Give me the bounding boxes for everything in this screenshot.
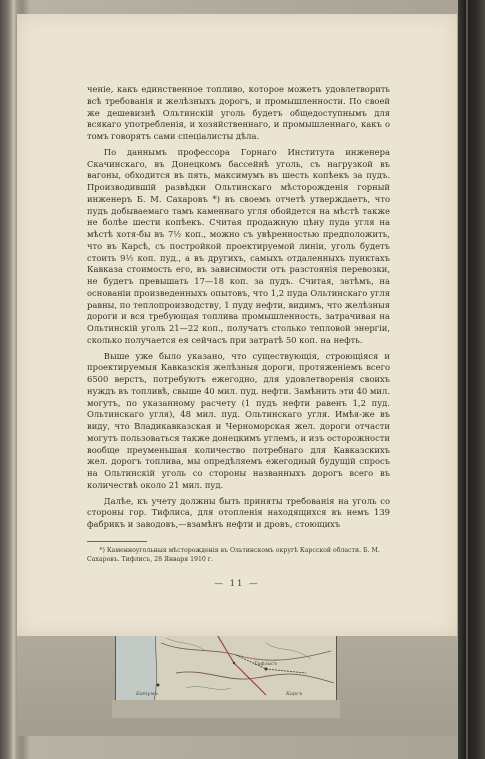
- book-spine: [458, 0, 485, 759]
- paragraph-2: По даннымъ профессора Горнаго Института инженера Скачинскаго, въ Донецкомъ бассейнѣ уголь, съ нагрузкой въ вагоны, обходится въ пять, максимумъ въ шесть копѣекъ за пудъ. Производившій развѣдки Ольтинскаго мѣсторожденія горный инженеръ Б. М. Сахаровъ *) въ своемъ отчетѣ утверждаетъ, что пудъ добываемаго тамъ каменнаго угля обойдется на мѣстѣ также не болѣе шести копѣекъ. Считая продажную цѣну пуда угля на мѣстѣ хотя-бы въ 7½ коп., можно съ увѣренностью предположить, что въ Карсѣ, съ постройкой проектируемой линіи, уголь будетъ стоить 9½ коп. пуд., а въ другихъ, самыхъ отдаленныхъ пунктахъ Кавказа стоимость его, въ зависимости отъ разстоянія перевозки, не будетъ превышать 17—18 коп. за пудъ. Считая, затѣмъ, на основаніи произведенныхъ опытовъ, что 1,2 пуда Ольтинскаго угля равны, по теплопроизводству, 1 пуду нефти, видимъ, что желѣзныя дороги и вся требующая топлива промышленность, затрачивая на Ольтинскій уголь 21—22 коп., получатъ столько тепловой энергіи, сколько получается ея сейчасъ при затратѣ 50 коп. на нефть.: [87, 146, 390, 345]
- paragraph-1: ченіе, какъ единственное топливо, которое можетъ удовлетворить всѣ требованія и желѣзныхъ дорогъ, и промышленности. По своей же дешевизнѣ Ольтинскій уголь будетъ общедоступнымъ для всякаго употребленія, и хозяйственнаго, и промышленнаго, какъ о томъ говорятъ сами спеціалисты дѣла.: [87, 84, 390, 141]
- book-page: [17, 14, 457, 636]
- map-drawing: [116, 633, 336, 701]
- map-label-tiflis: Тифлисъ: [254, 661, 278, 667]
- book-left-edge: [0, 0, 16, 759]
- map-fold-shadow: [112, 700, 340, 718]
- map-foldout: [115, 632, 337, 702]
- body-text: [87, 84, 390, 535]
- map-label-batum: Батумъ: [136, 691, 158, 697]
- paragraph-4: Далѣе, къ учету должны быть приняты требованія на уголь со стороны гор. Тифлиса, для отопленія находящихся въ немъ 139 фабрикъ и заводовъ,—взамѣнъ нефти и дровъ, стоющихъ: [87, 495, 390, 529]
- footnote: *) Каменноугольныя мѣсторожденія въ Ольтинскомъ округѣ Карсской области. Б. М. Сахаровъ. Тифлисъ, 28 Января 1910 г.: [87, 547, 380, 563]
- map-label-kars: Карсъ: [286, 691, 303, 697]
- paragraph-3: Выше уже было указано, что существующія, строющіяся и проектируемыя Кавказскія желѣзныя дороги, протяженіемъ всего 6500 верстъ, потребуютъ ежегодно, для удовлетворенія своихъ нуждъ въ топливѣ, свыше 40 мил. пуд. нефти. Замѣнить эти 40 мил. могутъ, по указанному расчету (1 пудъ нефти равенъ 1,2 пуд. Ольтинскаго угля), 48 мил. пуд. Ольтинскаго угля. Имѣя-же въ виду, что Владикавказская и Черноморская жел. дороги отчасти могутъ пользоваться также донецкимъ углемъ, и изъ осторожности вообще преуменьшая количество потребнаго для Кавказскихъ жел. дорогъ топлива, мы опредѣляемъ ежегодный будущій спросъ на Ольтинскій уголь со стороны названныхъ дорогъ всего въ количествѣ около 21 мил. пуд.: [87, 350, 390, 490]
- footnote-rule: [87, 541, 147, 542]
- page-number: — 11 —: [214, 579, 260, 589]
- spine-stripe: [466, 0, 468, 759]
